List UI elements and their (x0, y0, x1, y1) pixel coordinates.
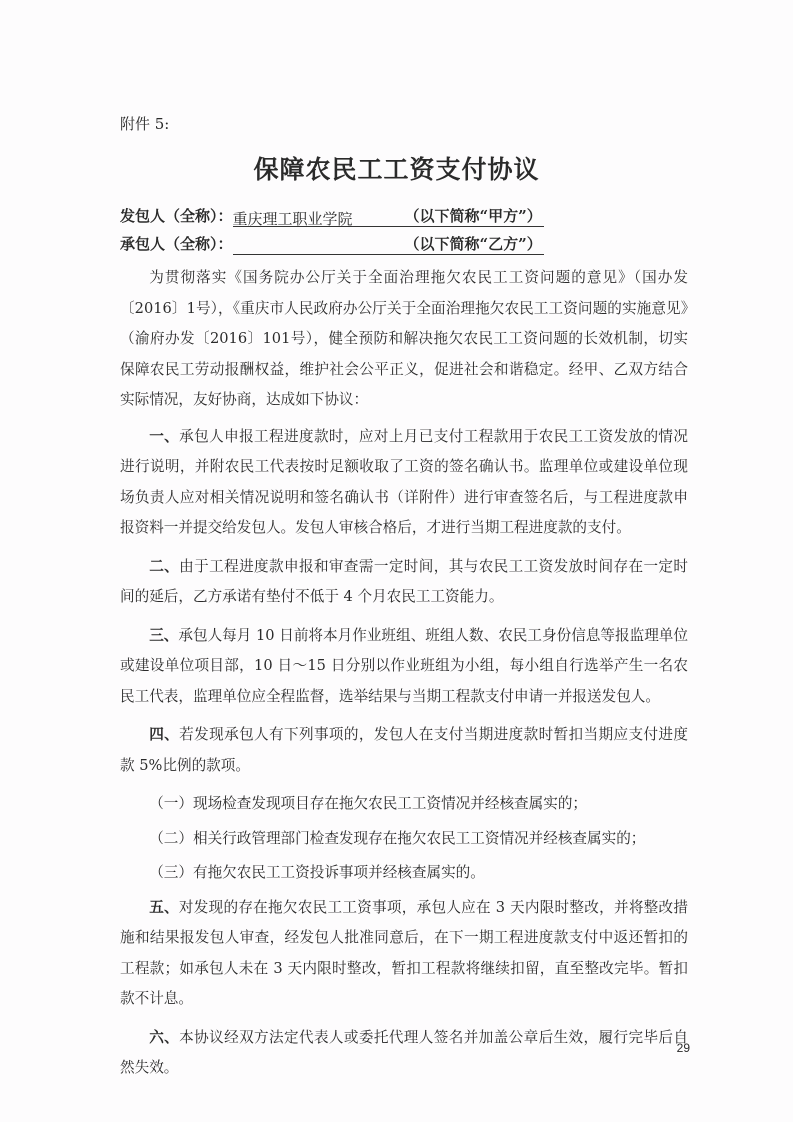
party-b-abbr: （以下简称“乙方”） (404, 235, 542, 253)
attachment-label: 附件 5: (120, 115, 170, 133)
clause-2: 二、由于工程进度款申报和审查需一定时间，其与农民工工资发放时间存在一定时间的延后，乙方承诺有垫付不低于 4 个月农民工工资能力。 (120, 557, 688, 605)
clause-1: 一、承包人申报工程进度款时，应对上月已支付工程款用于农民工工资发放的情况进行说明，并附农民工代表按时足额收取了工资的签名确认书。监理单位或建设单位现场负责人应对相关情况说明和签名确认书（详附件）进行审查签名后，与工程进度款申报资料一并提交给发包人。发包人审核合格后，才进行当期工程进度款的支付。 (120, 427, 688, 536)
sub-item-2: （二）相关行政管理部门检查发现存在拖欠农民工工资情况并经核查属实的； (149, 829, 646, 847)
party-a-label: 发包人（全称）： (120, 207, 233, 225)
party-a-name: 重庆理工职业学院 (233, 208, 403, 227)
party-b-line (120, 233, 544, 255)
party-b-label: 承包人（全称）： (120, 235, 233, 253)
clause-4: 四、若发现承包人有下列事项的，发包人在支付当期进度款时暂扣当期应支付进度款 5%比例的款项。 (120, 726, 688, 774)
party-a-line (120, 205, 544, 227)
sub-item-3: （三）有拖欠农民工工资投诉事项并经核查属实的。 (149, 864, 485, 881)
party-a-abbr: （以下简称“甲方”） (404, 207, 542, 225)
clause-3: 三、承包人每月 10 日前将本月作业班组、班组人数、农民工身份信息等报监理单位或建设单位项目部，10 日～15 日分别以作业班组为小组，每小组自行选举产生一名农民工代表，监理单位应全程监督，选举结果与当期工程款支付申请一并报送发包人。 (120, 626, 688, 705)
clause-5: 五、对发现的存在拖欠农民工工资事项，承包人应在 3 天内限时整改，并将整改措施和结果报发包人审查，经发包人批准同意后，在下一期工程进度款支付中返还暂扣的工程款；如承包人未在 3 天内限时整改，暂扣工程款将继续扣留，直至整改完毕。暂扣款不计息。 (120, 898, 688, 1007)
clause-6: 六、本协议经双方法定代表人或委托代理人签名并加盖公章后生效，履行完毕后自然失效。 (120, 1028, 688, 1076)
intro-paragraph: 为贯彻落实《国务院办公厅关于全面治理拖欠农民工工资问题的意见》（国办发〔2016〕1号），《重庆市人民政府办公厅关于全面治理拖欠农民工工资问题的实施意见》（渝府办发〔2016〕101号），健全预防和解决拖欠农民工工资问题的长效机制，切实保障农民工劳动报酬权益，维护社会公平正义，促进社会和谐稳定。经甲、乙双方结合实际情况，友好协商，达成如下协议： (120, 269, 688, 408)
party-b-name (233, 236, 403, 255)
document-title: 保障农民工工资支付协议 (253, 155, 540, 184)
agreement-body (120, 263, 688, 1092)
sub-item-1: （一）现场检查发现项目存在拖欠农民工工资情况并经核查属实的； (149, 795, 588, 812)
page-number: 29 (676, 1041, 690, 1055)
